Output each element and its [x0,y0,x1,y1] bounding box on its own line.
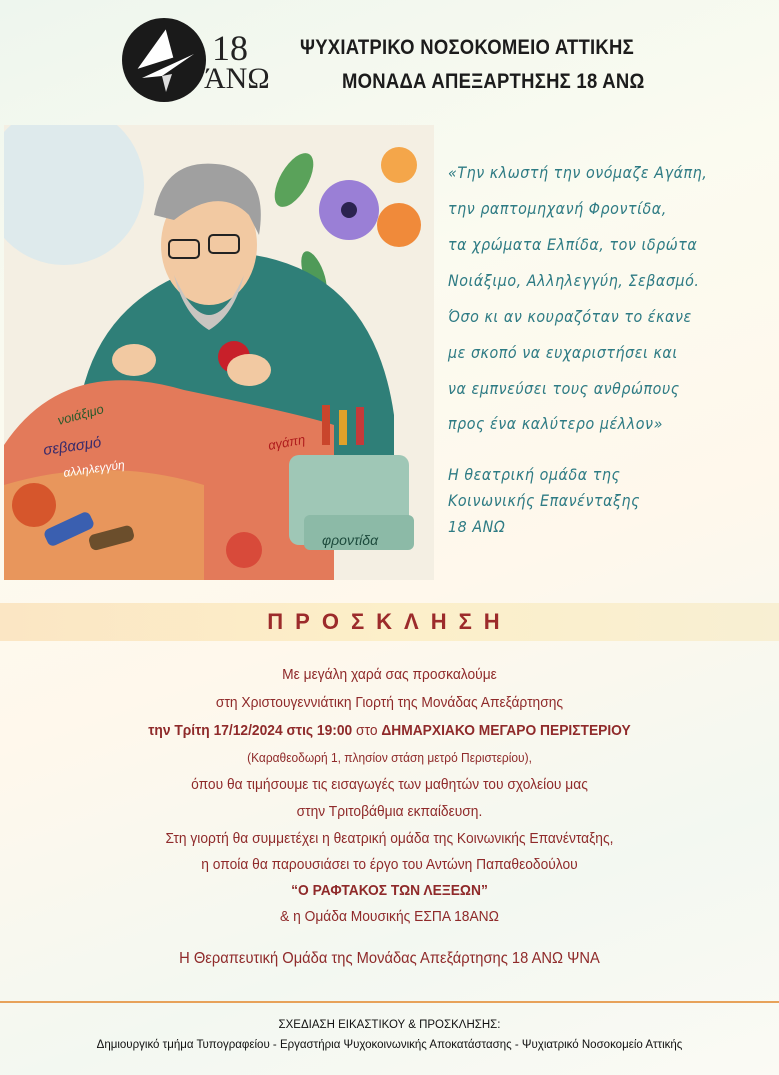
word-allilegyi: αλληλεγγύη [62,457,126,480]
invitation-line: στη Χριστουγεννιάτικη Γιορτή της Μονάδας Απεξάρτησης [215,694,564,711]
unit-name: ΜΟΝΑΔΑ ΑΠΕΞΑΡΤΗΣΗΣ 18 ΑΝΩ [342,70,645,93]
word-agapi: αγάπη [266,431,307,453]
footer-divider [0,1001,779,1003]
quote-line: να εμπνεύσει τους ανθρώπους [448,380,680,398]
invitation-line: η οποία θα παρουσιάσει το έργο του Αντώνη Παπαθεοδούλου [201,856,578,873]
logo-text: ΆΝΩ [204,62,270,95]
play-title: “Ο ΡΑΦΤΑΚΟΣ ΤΩΝ ΛΕΞΕΩΝ” [291,882,488,899]
quote-signature: Κοινωνικής Επανένταξης [448,492,641,510]
quote-line: τα χρώματα Ελπίδα, τον ιδρώτα [448,236,698,254]
invitation-line: Στη γιορτή θα συμμετέχει η θεατρική ομάδα της Κοινωνικής Επανένταξης, [165,830,614,847]
quote-line: την ραπτομηχανή Φροντίδα, [448,200,667,218]
quote-line: «Την κλωστή την ονόμαζε Αγάπη, [448,164,708,182]
quote-line: Όσο κι αν κουραζόταν το έκανε [448,308,692,326]
invitation-title: ΠΡΟΣΚΛΗΣΗ [267,609,512,634]
event-at: στο [352,722,382,739]
quote-line: προς ένα καλύτερο μέλλον» [448,415,663,433]
quote-signature: 18 ΑΝΩ [448,518,506,536]
event-details [31,722,748,739]
invitation-line: όπου θα τιμήσουμε τις εισαγωγές των μαθητών του σχολείου μας [191,776,588,793]
event-date: την Τρίτη 17/12/2024 στις 19:00 [148,722,353,739]
footer-credits: Δημιουργικό τμήμα Τυπογραφείου - Εργαστήρια Ψυχοκοινωνικής Αποκατάστασης - Ψυχιατρικό Νοσοκομείο Αττικής [96,1039,683,1051]
quote-signature: Η θεατρική ομάδα της [448,466,621,484]
logo-paper-plane-icon [122,18,206,102]
invitation-line: & η Ομάδα Μουσικής ΕΣΠΑ 18ΑΝΩ [280,908,499,925]
event-address: (Καραθεοδωρή 1, πλησίον στάση μετρό Περιστερίου), [247,750,532,765]
quote-line: Νοιάξιμο, Αλληλεγγύη, Σεβασμό. [448,272,700,290]
footer-title: ΣΧΕΔΙΑΣΗ ΕΙΚΑΣΤΙΚΟΥ & ΠΡΟΣΚΛΗΣΗΣ: [278,1019,501,1031]
invitation-line: στην Τριτοβάθμια εκπαίδευση. [296,803,483,820]
invitation-line: Με μεγάλη χαρά σας προσκαλούμε [282,666,497,683]
invitation-signature: Η Θεραπευτική Ομάδα της Μονάδας Απεξάρτησης 18 ΑΝΩ ΨΝΑ [179,950,600,967]
event-venue: ΔΗΜΑΡΧΙΑΚΟ ΜΕΓΑΡΟ ΠΕΡΙΣΤΕΡΙΟΥ [381,722,631,739]
word-frontida: φροντίδα [322,532,379,548]
word-noiaximo: νοιάξιμο [55,401,106,428]
logo-number: 18 [212,28,248,68]
quote-line: με σκοπό να ευχαριστήσει και [448,344,678,362]
tailor-illustration [4,125,434,580]
hospital-name: ΨΥΧΙΑΤΡΙΚΟ ΝΟΣΟΚΟΜΕΙΟ ΑΤΤΙΚΗΣ [300,36,635,59]
word-sevasmo: σεβασμό [42,434,103,459]
